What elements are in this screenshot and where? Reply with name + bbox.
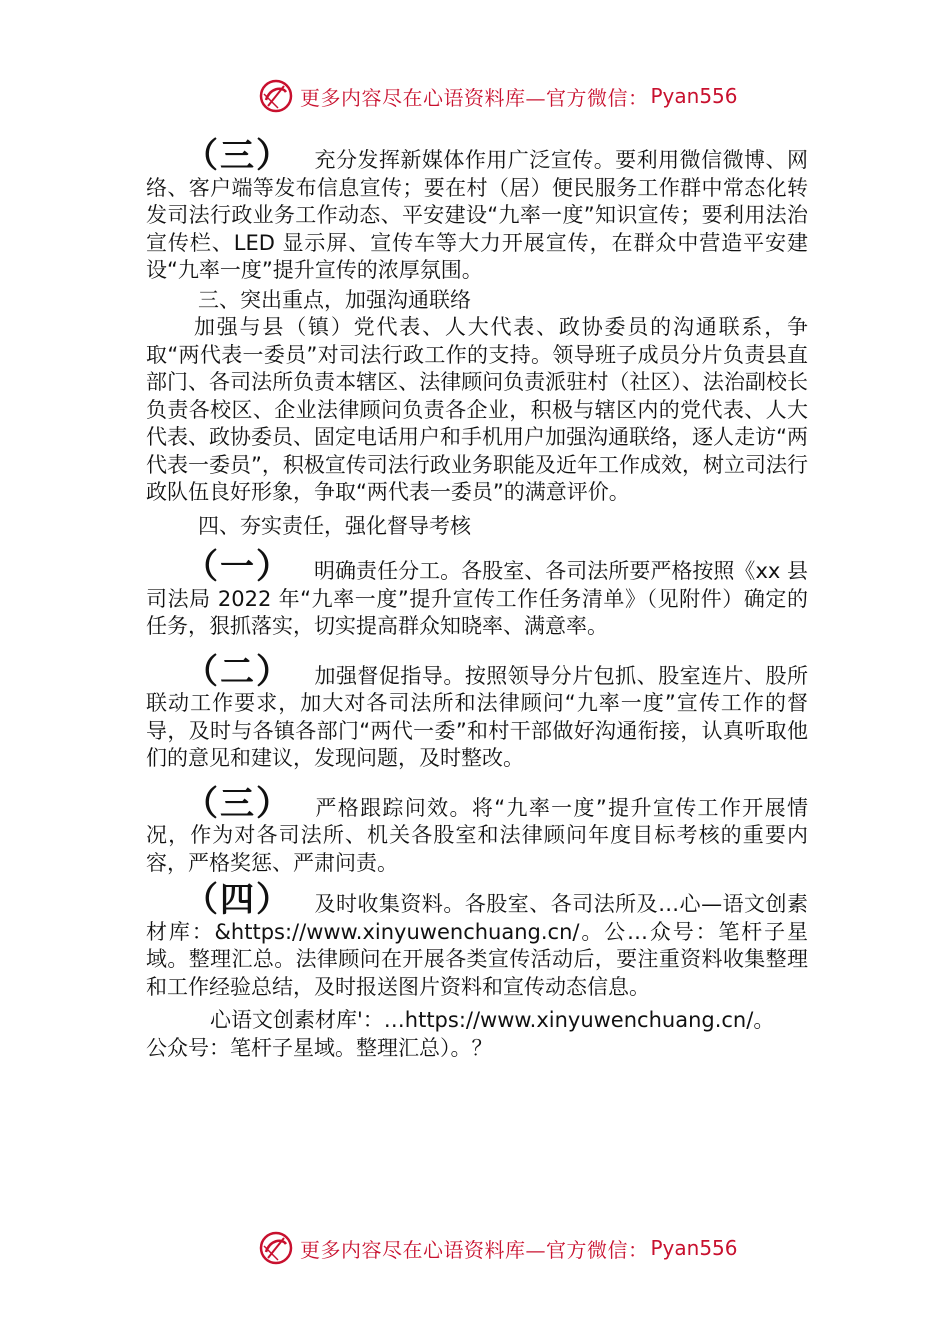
item-number: （一） [184,547,292,587]
paragraph-text: 及时收集资料。各股室、各司法所及…心—语文创素材库：&https://www.xinyuwenchuang.cn/。公…众号：笔杆子星域。整理汇总。法律顾问在开展各类宣传活动后，要注重资料收集整理和工作经验总结，及时报送图片资料和宣传动态信息。 [146,892,808,999]
paragraph-text: 充分发挥新媒体作用广泛宣传。要利用微信微博、网络、客户端等发布信息宣传；要在村（居）便民服务工作群中常态化转发司法行政业务工作动态、平安建设“九率一度”知识宣传；要利用法治宣传栏、LED 显示屏、宣传车等大力开展宣传，在群众中营造平安建设“九率一度”提升宣传的浓厚氛围。 [146,148,808,282]
document-body [146,136,808,1062]
item-number: （三） [184,783,292,824]
section-heading-4: 四、夯实责任，强化督导考核 [198,513,471,538]
paragraph-text: 加强督促指导。按照领导分片包抓、股室连片、股所联动工作要求，加大对各司法所和法律顾问“九率一度”宣传工作的督导，及时与各镇各部门“两代一委”和村干部做好沟通衔接，认真听取他们的意见和建议，发现问题，及时整改。 [146,663,808,770]
item-number: （三） [184,136,292,176]
brand-logo-icon [258,78,294,114]
item-number: （四） [184,880,292,920]
paragraph-section-4-item-2 [146,651,808,773]
banner-text: 更多内容尽在心语资料库—官方微信： [300,1237,649,1262]
paragraph-closing-line-2: 公众号：笔杆子星域。整理汇总）。？ [146,1035,493,1060]
paragraph-section-3-item-3 [146,136,808,285]
banner-wechat-id: Pyan556 [650,84,738,108]
header-watermark-banner [258,76,778,116]
paragraph-section-4-item-1 [146,547,808,641]
paragraph-text: 明确责任分工。各股室、各司法所要严格按照《xx 县司法局 2022 年“九率一度”提升宣传工作任务清单》（见附件）确定的任务，狠抓落实，切实提高群众知晓率、满意率。 [146,559,808,638]
paragraph-section-4-item-3 [146,783,808,878]
paragraph-section-3-body: 加强与县（镇）党代表、人大代表、政协委员的沟通联系，争取“两代表一委员”对司法行政工作的支持。领导班子成员分片负责县直部门、各司法所负责本辖区、法律顾问负责派驻村（社区）、法治副校长负责各校区、企业法律顾问负责各企业，积极与辖区内的党代表、人大代表、政协委员、固定电话用户和手机用户加强沟通联络，逐人走访“两代表一委员”，积极宣传司法行政业务职能及近年工作成效，树立司法行政队伍良好形象，争取“两代表一委员”的满意评价。 [146,315,808,504]
footer-watermark-banner [258,1228,778,1268]
paragraph-section-4-item-4 [146,880,808,1001]
paragraph-closing-line-1: 心语文创素材库'：…https://www.xinyuwenchuang.cn/。 [210,1008,775,1032]
banner-text: 更多内容尽在心语资料库—官方微信： [300,85,649,110]
paragraph-text: 严格跟踪问效。将“九率一度”提升宣传工作开展情况，作为对各司法所、机关各股室和法律顾问年度目标考核的重要内容，严格奖惩、严肃问责。 [146,795,808,875]
item-number: （二） [184,651,292,692]
banner-wechat-id: Pyan556 [650,1236,738,1260]
brand-logo-icon [258,1230,294,1266]
section-heading-3: 三、突出重点，加强沟通联络 [198,287,471,312]
